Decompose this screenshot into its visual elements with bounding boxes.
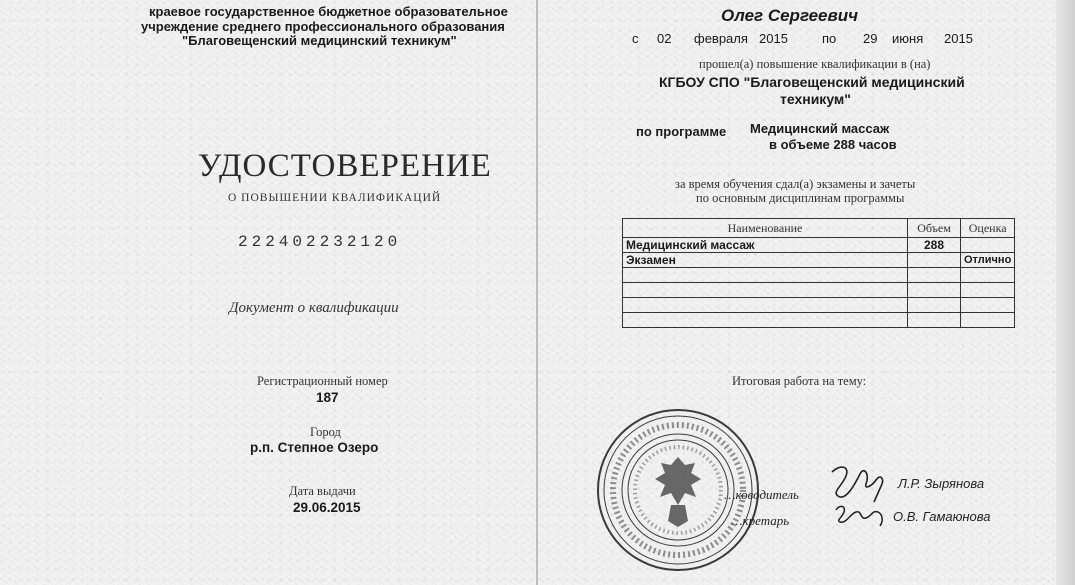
cell-grade bbox=[961, 268, 1015, 283]
org-line-2: учреждение среднего профессионального образования bbox=[141, 19, 505, 34]
org-line-3: "Благовещенский медицинский техникум" bbox=[182, 33, 457, 48]
period-from-year: 2015 bbox=[759, 31, 788, 46]
final-work-label: Итоговая работа на тему: bbox=[732, 374, 867, 388]
period-from-month: февраля bbox=[694, 31, 748, 46]
institution-line-2: техникум" bbox=[780, 91, 851, 107]
table-row bbox=[623, 298, 1015, 313]
program-name: Медицинский массаж bbox=[750, 121, 890, 136]
cell-name bbox=[623, 298, 908, 313]
grades-table bbox=[622, 218, 1015, 328]
cell-volume bbox=[908, 268, 961, 283]
cell-volume bbox=[908, 313, 961, 328]
program-label: по программе bbox=[636, 124, 727, 139]
person-name: Олег Сергеевич bbox=[721, 6, 859, 25]
issue-date-label: Дата выдачи bbox=[289, 484, 356, 498]
secretary-name: О.В. Гамаюнова bbox=[893, 509, 991, 524]
header-grade: Оценка bbox=[961, 219, 1015, 238]
exams-text-1: за время обучения сдал(а) экзамены и зачеты bbox=[675, 177, 916, 191]
cell-name bbox=[623, 313, 908, 328]
program-volume: в объеме 288 часов bbox=[769, 137, 897, 152]
period-to-day: 29 bbox=[863, 31, 878, 46]
period-from-word: с bbox=[632, 31, 639, 46]
period-to-month: июня bbox=[892, 31, 924, 46]
table-row bbox=[623, 313, 1015, 328]
registration-label: Регистрационный номер bbox=[257, 374, 388, 388]
cell-grade bbox=[961, 238, 1015, 253]
document-type: Документ о квалификации bbox=[229, 300, 399, 316]
period-from-day: 02 bbox=[657, 31, 672, 46]
table-row bbox=[623, 253, 1015, 268]
certificate-subtitle: О ПОВЫШЕНИИ КВАЛИФИКАЦИЙ bbox=[228, 192, 442, 204]
cell-name bbox=[623, 268, 908, 283]
period-to-year: 2015 bbox=[944, 31, 973, 46]
cell-volume: 288 bbox=[908, 238, 961, 253]
left-page bbox=[0, 0, 537, 585]
registration-number: 187 bbox=[316, 390, 339, 405]
passed-text: прошел(а) повышение квалификации в (на) bbox=[699, 57, 931, 71]
cell-grade bbox=[961, 313, 1015, 328]
city-value: р.п. Степное Озеро bbox=[250, 440, 379, 455]
cell-name: Экзамен bbox=[623, 253, 908, 268]
issue-date: 29.06.2015 bbox=[293, 500, 361, 515]
binding-edge bbox=[1056, 0, 1075, 585]
table-row bbox=[623, 238, 1015, 253]
cell-volume bbox=[908, 253, 961, 268]
secretary-signature-icon bbox=[832, 500, 888, 530]
period-to-word: по bbox=[822, 31, 837, 46]
cell-grade bbox=[961, 283, 1015, 298]
header-volume: Объем bbox=[908, 219, 961, 238]
certificate-number: 222402232120 bbox=[238, 233, 402, 251]
cell-name bbox=[623, 283, 908, 298]
table-row bbox=[623, 268, 1015, 283]
cell-grade: Отлично bbox=[961, 253, 1015, 268]
certificate-title: УДОСТОВЕРЕНИЕ bbox=[198, 148, 492, 184]
table-row bbox=[623, 283, 1015, 298]
cell-volume bbox=[908, 283, 961, 298]
org-line-1: краевое государственное бюджетное образовательное bbox=[149, 4, 508, 19]
secretary-label: …кретарь bbox=[731, 513, 790, 528]
cell-volume bbox=[908, 298, 961, 313]
institution-line-1: КГБОУ СПО "Благовещенский медицинский bbox=[659, 74, 965, 90]
head-label: …ководитель bbox=[724, 487, 799, 502]
exams-text-2: по основным дисциплинам программы bbox=[696, 191, 905, 205]
head-name: Л.Р. Зырянова bbox=[898, 476, 985, 491]
cell-grade bbox=[961, 298, 1015, 313]
city-label: Город bbox=[310, 425, 341, 439]
cell-name: Медицинский массаж bbox=[623, 238, 908, 253]
header-name: Наименование bbox=[623, 219, 908, 238]
